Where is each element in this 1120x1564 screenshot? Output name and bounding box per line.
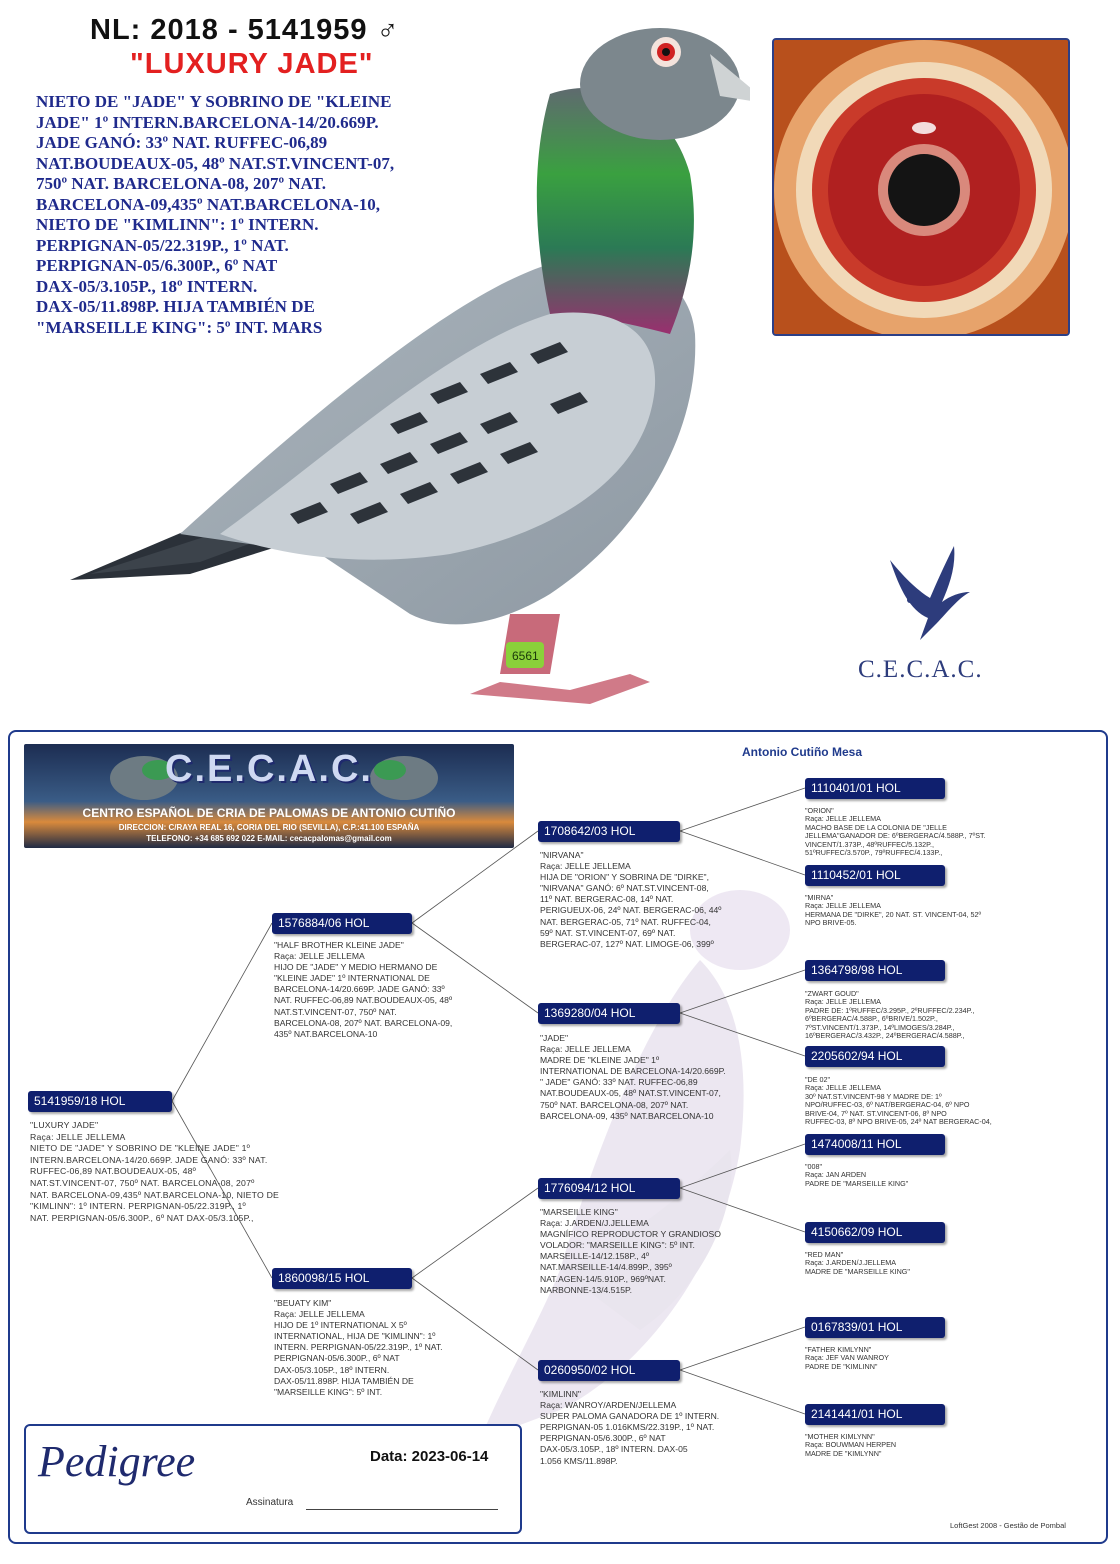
pedigree-text-sire-sire: "NIRVANA" Raça: JELLE JELLEMA HIJA DE "ORION" Y SOBRINA DE "DIRKE", "NIRVANA" GANÓ: 6º NAT.ST.VINCENT-08, 11º NAT. BERGERAC-08, 14º NAT. PERIGUEUX-06, 24º NAT. BERGERAC-06, 44º NAT. BERGERAC-05, 71º NAT. RUFFEC-04, 59º NAT. ST.VINCENT-07, 69º NAT. BERGERAC-07, 127º NAT. LIMOGE-06, 399º: [540, 850, 722, 949]
pedigree-node-dam-sire[interactable]: 1776094/12 HOL: [538, 1178, 680, 1199]
pedigree-text-dss: "008" Raça: JAN ARDEN PADRE DE "MARSEILLE KING": [805, 1162, 909, 1188]
pedigree-text-dam-sire: "MARSEILLE KING" Raça: J.ARDEN/J.JELLEMA MAGNÍFICO REPRODUCTOR Y GRANDIOSO VOLADOR: "MARSEILLE KING": 5º INT. MARSEILLE-14/12.158P., 4º NAT.MARSEILLE-14/4.899P., 395º NAT.AGEN-14/5.910P., 969ºNAT. NARBONNE-13/4.515P.: [540, 1207, 721, 1295]
bird-name: "LUXURY JADE": [130, 48, 374, 80]
eye-photo: [772, 38, 1070, 336]
pedigree-text-sdd: "DE 02" Raça: JELLE JELLEMA 30º NAT.ST.VINCENT-98 Y MADRE DE: 1º NPO/RUFFEC-03, 6º NAT/BERGERAC-04, 6º NPO BRIVE-04, 7º NAT. ST.VINCENT-06, 8º NPO RUFFEC-03, 8º NPO BRIVE-05, 24º NAT BERGERAC-04,: [805, 1075, 992, 1127]
owner-name: Antonio Cutiño Mesa: [742, 745, 862, 759]
pedigree-text-dam-dam: "KIMLINN" Raça: WANROY/ARDEN/JELLEMA SUPER PALOMA GANADORA DE 1º INTERN. PERPIGNAN-05 1.016KMS/22.319P., 1º NAT. PERPIGNAN-05/6.300P., 6º NAT DAX-05/3.105P., 18º INTERN. DAX-05 1.056 KMS/11.898P.: [540, 1389, 720, 1466]
cecac-logo-text: C.E.C.A.C.: [858, 656, 983, 683]
banner-subtitle: CENTRO ESPAÑOL DE CRIA DE PALOMAS DE ANTONIO CUTIÑO: [82, 806, 456, 820]
pedigree-text-sire: "HALF BROTHER KLEINE JADE" Raça: JELLE JELLEMA HIJO DE "JADE" Y MEDIO HERMANO DE "KLEINE JADE" 1º INTERNATIONAL DE BARCELONA-14/20.669P. JADE GANÓ: 33º NAT. RUFFEC-06,89 NAT.BOUDEAUX-05, 48º NAT.ST.VINCENT-07, 750º NAT. BARCELONA-08, 207º NAT. BARCELONA-09, 435º NAT.BARCELONA-10: [274, 940, 453, 1039]
pedigree-title: Pedigree: [38, 1437, 196, 1486]
bird-description: NIETO DE "JADE" Y SOBRINO DE "KLEINE JADE" 1º INTERN.BARCELONA-14/20.669P. JADE GANÓ: 33º NAT. RUFFEC-06,89 NAT.BOUDEAUX-05, 48º NAT.ST.VINCENT-07, 750º NAT. BARCELONA-08, 207º NAT. BARCELONA-09,435º NAT.BARCELONA-10, NIETO DE "KIMLINN": 1º INTERN. PERPIGNAN-05/22.319P., 1º NAT. PERPIGNAN-05/6.300P., 6º NAT DAX-05/3.105P., 18º INTERN. DAX-05/11.898P. HIJA TAMBIÉN DE "MARSEILLE KING": 5º INT. MARS: [36, 92, 395, 337]
pedigree-text-subject: "LUXURY JADE" Raça: JELLE JELLEMA NIETO DE "JADE" Y SOBRINO DE "KLEINE JADE" 1º INTERN.BARCELONA-14/20.669P. JADE GANÓ: 33º NAT. RUFFEC-06,89 NAT.BOUDEAUX-05, 48º NAT.ST.VINCENT-07, 750º NAT. BARCELONA-08, 207º NAT. BARCELONA-09,435º NAT.BARCELONA-10, NIETO DE "KIMLINN": 1º INTERN. PERPIGNAN-05/22.319P., 1º NAT. PERPIGNAN-05/6.300P., 6º NAT DAX-05/3.105P.,: [30, 1120, 280, 1223]
software-credit: LoftGest 2008 - Gestão de Pombal: [950, 1521, 1066, 1530]
pedigree-node-ddd[interactable]: 2141441/01 HOL: [805, 1404, 945, 1425]
pedigree-node-subject[interactable]: 5141959/18 HOL: [28, 1091, 172, 1112]
cecac-banner: [24, 744, 514, 848]
pedigree-text-sds: "ZWART GOUD" Raça: JELLE JELLEMA PADRE DE: 1ºRUFFEC/3.295P., 2ºRUFFEC/2.234P., 6ºBERGERAC/4.588P., 6ºBRIVE/1.502P., 7ºST.VINCENT/1.373P., 14ºLIMOGES/3.284P., 16ºBERGERAC/3.432P., 24ºBERGERAC/4.588P.,: [805, 989, 975, 1041]
pedigree-node-dam-dam[interactable]: 0260950/02 HOL: [538, 1360, 680, 1381]
leg-ring-label: 6561: [512, 649, 539, 663]
pedigree-node-sire-dam[interactable]: 1369280/04 HOL: [538, 1003, 680, 1024]
pedigree-node-sds[interactable]: 1364798/98 HOL: [805, 960, 945, 981]
pedigree-text-dsd: "RED MAN" Raça: J.ARDEN/J.JELLEMA MADRE DE "MARSEILLE KING": [805, 1250, 910, 1276]
pedigree-node-dsd[interactable]: 4150662/09 HOL: [805, 1222, 945, 1243]
banner-address: DIRECCION: C/RAYA REAL 16, CORIA DEL RIO (SEVILLA), C.P.:41.100 ESPAÑA: [118, 823, 420, 832]
pedigree-text-ssd: "MIRNA" Raça: JELLE JELLEMA HERMANA DE "DIRKE", 20 NAT. ST. VINCENT-04, 52º NPO BRIVE-05.: [805, 893, 982, 928]
pedigree-text-ddd: "MOTHER KIMLYNN" Raça: BOUWMAN HERPEN MADRE DE "KIMLYNN": [805, 1432, 897, 1458]
pedigree-text-sire-dam: "JADE" Raça: JELLE JELLEMA MADRE DE "KLEINE JADE" 1º INTERNATIONAL DE BARCELONA-14/20.669P. " JADE" GANÓ: 33º NAT. RUFFEC-06,89 NAT.BOUDEAUX-05, 48º NAT.ST.VINCENT-07, 750º NAT. BARCELONA-08, 207º NAT. BARCELONA-09, 435º NAT.BARCELONA-10: [540, 1033, 726, 1121]
pedigree-date: Data: 2023-06-14: [370, 1448, 489, 1465]
pedigree-node-sire[interactable]: 1576884/06 HOL: [272, 913, 412, 934]
pedigree-node-sss[interactable]: 1110401/01 HOL: [805, 778, 945, 799]
pedigree-node-dam[interactable]: 1860098/15 HOL: [272, 1268, 412, 1289]
bird-ring-number: NL: 2018 - 5141959 ♂: [90, 14, 400, 46]
pigeon-photo: [30, 14, 750, 720]
signature-line[interactable]: [306, 1509, 498, 1510]
dove-logo-icon: [880, 540, 980, 652]
pedigree-node-ssd[interactable]: 1110452/01 HOL: [805, 865, 945, 886]
banner-contact: TELEFONO: +34 685 692 022 E-MAIL: cecacpalomas@gmail.com: [146, 834, 392, 843]
pedigree-node-sdd[interactable]: 2205602/94 HOL: [805, 1046, 945, 1067]
pedigree-node-dds[interactable]: 0167839/01 HOL: [805, 1317, 945, 1338]
signature-label: Assinatura: [246, 1497, 294, 1508]
pedigree-text-dds: "FATHER KIMLYNN" Raça: JEF VAN WANROY PADRE DE "KIMLINN": [805, 1345, 889, 1371]
pedigree-node-dss[interactable]: 1474008/11 HOL: [805, 1134, 945, 1155]
eye-icon: [774, 40, 1068, 334]
pedigree-text-dam: "BEUATY KIM" Raça: JELLE JELLEMA HIJO DE 1º INTERNATIONAL X 5º INTERNATIONAL, HIJA DE "KIMLINN": 1º INTERN. PERPIGNAN-05/22.319P., 1º NAT. PERPIGNAN-05/6.300P., 6º NAT DAX-05/3.105P., 18º INTERN. DAX-05/11.898P. HIJA TAMBIÉN DE "MARSEILLE KING": 5º INT.: [274, 1298, 443, 1397]
pedigree-text-sss: "ORION" Raça: JELLE JELLEMA MACHO BASE DE LA COLONIA DE "JELLE JELLEMA"GANADOR DE: 6ºBERGERAC/4.588P., 7ºST. VINCENT/1.373P., 48ºRUFFEC/5.132P., 51ºRUFFEC/3.570P., 79ºRUFFEC/4.133P.,: [805, 806, 986, 858]
pedigree-node-sire-sire[interactable]: 1708642/03 HOL: [538, 821, 680, 842]
banner-title: C.E.C.A.C.: [165, 748, 373, 790]
